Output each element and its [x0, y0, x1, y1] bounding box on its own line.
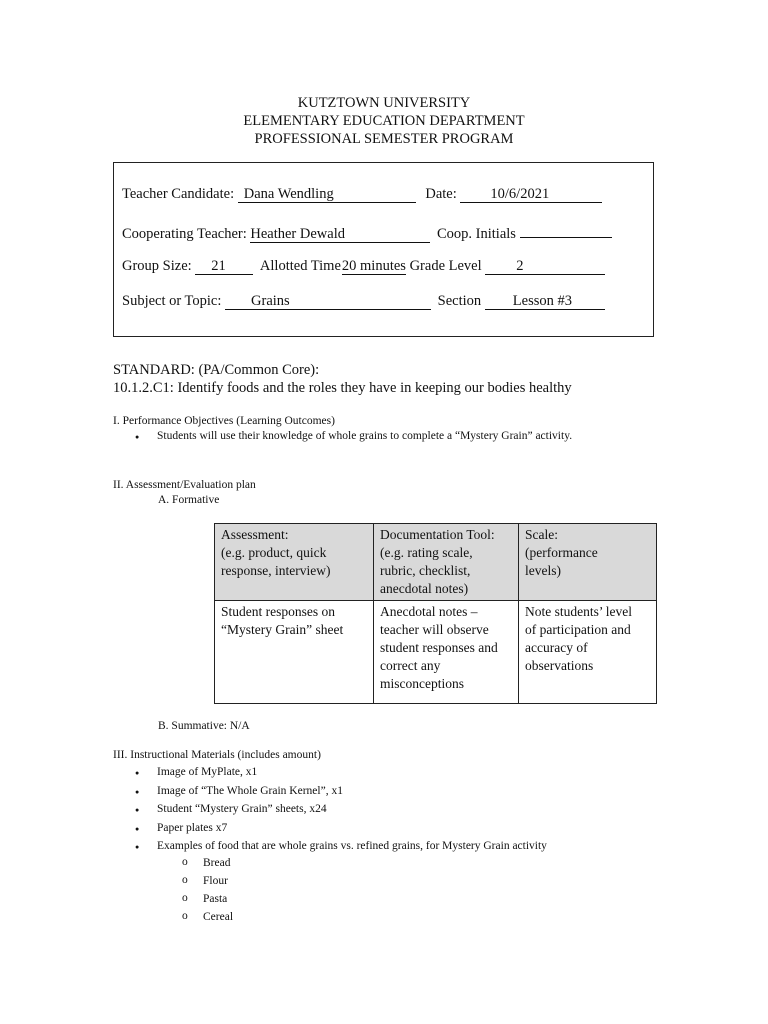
table-cell: Student responses on “Mystery Grain” sheet [215, 601, 374, 704]
info-row-subject [122, 293, 605, 310]
summative-heading: B. Summative: N/A [158, 720, 250, 732]
sub-list-item: Flour [203, 875, 228, 887]
section-value: Lesson #3 [485, 294, 605, 310]
table-header-cell: Assessment: (e.g. product, quick response, interview) [215, 524, 374, 601]
sub-list-item: Cereal [203, 911, 234, 923]
department-name: ELEMENTARY EDUCATION DEPARTMENT [243, 113, 525, 129]
sub-list-item: Bread [203, 857, 231, 869]
time-label: Allotted Time [259, 258, 341, 274]
table-cell: Anecdotal notes – teacher will observe student responses and correct any misconceptions [374, 601, 519, 704]
coop-value: Heather Dewald [250, 227, 430, 243]
formative-heading: A. Formative [158, 494, 220, 506]
disc-bullet-icon: ● [135, 843, 140, 851]
info-row-group [122, 258, 605, 275]
materials-heading: III. Instructional Materials (includes amount) [113, 749, 321, 761]
time-value: 20 minutes [341, 258, 406, 274]
circle-bullet-icon: o [182, 892, 188, 904]
table-header-cell: Scale: (performance levels) [519, 524, 657, 601]
objectives-heading: I. Performance Objectives (Learning Outcomes) [113, 415, 335, 427]
teacher-value: Dana Wendling [238, 187, 416, 203]
grade-value: 2 [485, 259, 605, 275]
section-label: Section [437, 293, 482, 309]
list-item: Student “Mystery Grain” sheets, x24 [157, 803, 327, 815]
group-value: 21 [195, 259, 253, 275]
info-row-teacher [122, 186, 602, 203]
program-name: PROFESSIONAL SEMESTER PROGRAM [254, 131, 514, 147]
list-item: Image of MyPlate, x1 [157, 766, 258, 778]
table-row [215, 601, 657, 704]
disc-bullet-icon: ● [135, 806, 140, 814]
subject-value: Grains [225, 294, 431, 310]
subject-label: Subject or Topic: [122, 293, 222, 309]
disc-bullet-icon: ● [135, 769, 140, 777]
circle-bullet-icon: o [182, 910, 188, 922]
university-name: KUTZTOWN UNIVERSITY [297, 95, 471, 111]
assessment-heading: II. Assessment/Evaluation plan [113, 479, 256, 491]
formative-assessment-table [214, 523, 657, 704]
date-label: Date: [425, 186, 457, 202]
sub-list-item: Pasta [203, 893, 228, 905]
list-item: Paper plates x7 [157, 822, 228, 834]
circle-bullet-icon: o [182, 856, 188, 868]
standard-label: STANDARD: (PA/Common Core): [113, 362, 320, 378]
coop-label: Cooperating Teacher: [122, 226, 247, 242]
coop-initials-value [520, 222, 612, 238]
grade-label: Grade Level [409, 258, 482, 274]
group-label: Group Size: [122, 258, 192, 274]
table-header-cell: Documentation Tool: (e.g. rating scale, rubric, checklist, anecdotal notes) [374, 524, 519, 601]
teacher-label: Teacher Candidate: [122, 186, 235, 202]
disc-bullet-icon: ● [135, 788, 140, 796]
objective-item: Students will use their knowledge of whole grains to complete a “Mystery Grain” activity. [157, 430, 573, 442]
table-cell: Note students’ level of participation and accuracy of observations [519, 601, 657, 704]
circle-bullet-icon: o [182, 874, 188, 886]
disc-bullet-icon: ● [135, 825, 140, 833]
list-item: Image of “The Whole Grain Kernel”, x1 [157, 785, 343, 797]
standard-text: 10.1.2.C1: Identify foods and the roles they have in keeping our bodies healthy [113, 380, 572, 396]
disc-bullet-icon: ● [135, 433, 140, 441]
list-item: Examples of food that are whole grains vs. refined grains, for Mystery Grain activity [157, 840, 547, 852]
lesson-info-box [113, 162, 654, 337]
info-row-coop [122, 222, 612, 243]
date-value: 10/6/2021 [460, 187, 602, 203]
table-header-row [215, 524, 657, 601]
coop-initials-label: Coop. Initials [437, 226, 516, 242]
